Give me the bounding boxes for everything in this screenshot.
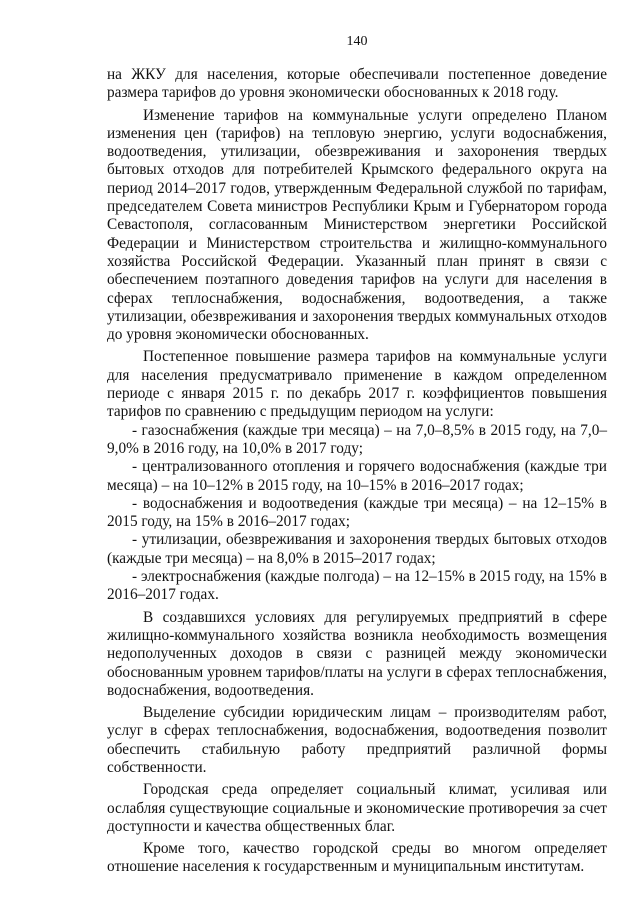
list-item-gas: - газоснабжения (каждые три месяца) – на 7,0–8,5% в 2015 году, на 7,0–9,0% в 2016 году, на 10,0% в 2017 году; (107, 421, 607, 457)
list-item-heating: - централизованного отопления и горячего водоснабжения (каждые три месяца) – на 10–12% в 2015 году, на 10–15% в 2016–2017 годах; (107, 458, 607, 494)
paragraph-tariff-plan: Изменение тарифов на коммунальные услуги определено Планом изменения цен (тарифов) на тепловую энергию, услуги водоснабжения, водоотведения, утилизации, обезвреживания и захоронения твердых бытовых отходов для потребителей Крымского федерального округа на период 2014–2017 годов, утвержденным Федеральной службой по тарифам, председателем Совета министров Республики Крым и Губернатором города Севастополя, согласованным Министерством энергетики Российской Федерации и Министерством строительства и жилищно-коммунального хозяйства Российской Федерации. Указанный план принят в связи с обеспечением поэтапного доведения тарифов на услуги для населения в сферах теплоснабжения, водоснабжения, водоотведения, а также утилизации, обезвреживания и захоронения твердых коммунальных отходов до уровня экономически обоснованных. (107, 106, 607, 344)
paragraph-continuation: на ЖКУ для населения, которые обеспечивали постепенное доведение размера тарифов до уровня экономически обоснованных к 2018 году. (107, 66, 607, 102)
paragraph-tariff-increase: Постепенное повышение размера тарифов на коммунальные услуги для населения предусматривало применение в каждом определенном периоде с января 2015 г. по декабрь 2017 г. коэффициентов повышения тарифов по сравнению с предыдущим периодом на услуги: (107, 348, 607, 421)
paragraph-institutions: Кроме того, качество городской среды во многом определяет отношение населения к государственным и муниципальным институтам. (107, 840, 607, 876)
list-item-electricity: - электроснабжения (каждые полгода) – на 12–15% в 2015 году, на 15% в 2016–2017 годах. (107, 568, 607, 604)
paragraph-urban-environment: Городская среда определяет социальный климат, усиливая или ослабляя существующие социальные и экономические противоречия за счет доступности и качества общественных благ. (107, 781, 607, 835)
paragraph-compensation: В создавшихся условиях для регулируемых предприятий в сфере жилищно-коммунального хозяйства возникла необходимость возмещения недополученных доходов в связи с разницей между экономически обоснованным уровнем тарифов/платы на услуги в сферах теплоснабжения, водоснабжения, водоотведения. (107, 608, 607, 699)
paragraph-subsidy: Выделение субсидии юридическим лицам – производителям работ, услуг в сферах теплоснабжения, водоснабжения, водоотведения позволит обеспечить стабильную работу предприятий различной формы собственности. (107, 704, 607, 776)
page-number: 140 (346, 34, 368, 49)
list-item-waste: - утилизации, обезвреживания и захоронения твердых бытовых отходов (каждые три месяца) – на 8,0% в 2015–2017 годах; (107, 531, 607, 567)
list-item-water: - водоснабжения и водоотведения (каждые три месяца) – на 12–15% в 2015 году, на 15% в 2016–2017 годах; (107, 494, 607, 531)
document-body (107, 66, 607, 877)
